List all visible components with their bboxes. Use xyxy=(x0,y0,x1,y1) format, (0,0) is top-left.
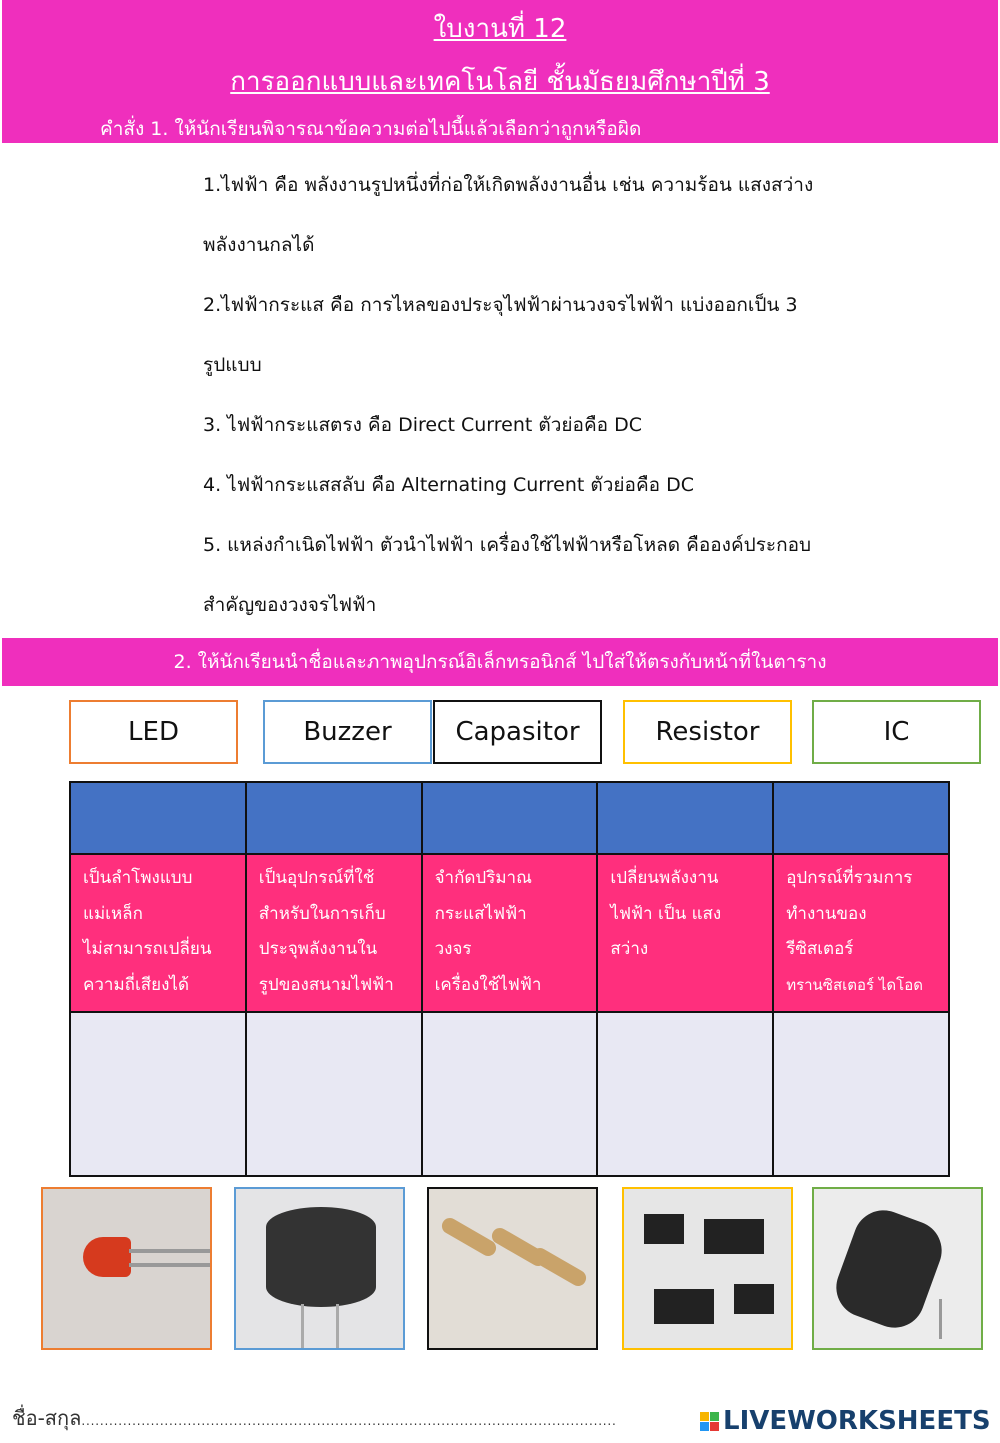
statement-line: สำคัญของวงจรไฟฟ้า xyxy=(203,594,377,616)
statement-line: 1.ไฟฟ้า คือ พลังงานรูปหนึ่งที่ก่อให้เกิดพลังงานอื่น เช่น ความร้อน แสงสว่าง xyxy=(203,174,814,196)
instruction-2: 2. ให้นักเรียนนำชื่อและภาพอุปกรณ์อิเล็กทรอนิกส์ ไปใส่ให้ตรงกับหน้าที่ในตาราง xyxy=(2,638,998,686)
description-line: ทำงานของ xyxy=(786,903,867,924)
name-drop-cell[interactable] xyxy=(70,782,246,854)
label-capacitor[interactable]: Capasitor xyxy=(433,700,602,764)
description-line: เป็นอุปกรณ์ที่ใช้ xyxy=(258,868,375,888)
statement-line: รูปแบบ xyxy=(203,354,262,376)
name-drop-cell[interactable] xyxy=(597,782,773,854)
buzzer-image[interactable] xyxy=(234,1187,405,1350)
description-line: อุปกรณ์ที่รวมการ xyxy=(786,868,913,888)
statement-line: 5. แหล่งกำเนิดไฟฟ้า ตัวนำไฟฟ้า เครื่องใช้ไฟฟ้าหรือโหลด คือองค์ประกอบ xyxy=(203,534,812,556)
description-line: กระแสไฟฟ้า xyxy=(434,903,527,924)
name-dots: .................................................................................................................... xyxy=(81,1414,617,1428)
description-line: ทรานซิสเตอร์ ไดโอด xyxy=(786,975,923,994)
led-image[interactable] xyxy=(41,1187,212,1350)
label-ic[interactable]: IC xyxy=(812,700,981,764)
statement-line: 3. ไฟฟ้ากระแสตรง คือ Direct Current ตัวย่อคือ DC xyxy=(203,414,643,436)
description-line: รูปของสนามไฟฟ้า xyxy=(258,974,394,995)
description-line: จำกัดปริมาณ xyxy=(434,868,532,888)
name-drop-cell[interactable] xyxy=(422,782,598,854)
image-drop-cell[interactable] xyxy=(773,1012,949,1176)
description-line: ประจุพลังงานใน xyxy=(258,939,378,959)
description-line: เครื่องใช้ไฟฟ้า xyxy=(434,974,542,995)
image-drop-cell[interactable] xyxy=(246,1012,422,1176)
description-line: ไฟฟ้า เป็น แสง xyxy=(610,903,722,924)
brand-text: LIVEWORKSHEETS xyxy=(723,1406,991,1436)
page-subtitle: การออกแบบและเทคโนโลยี ชั้นมัธยมศึกษาปีที่ 3 xyxy=(230,67,770,97)
description-cell xyxy=(246,854,422,1012)
description-line: เปลี่ยนพลังงาน xyxy=(610,868,719,888)
description-line: รีซิสเตอร์ xyxy=(786,939,854,959)
page-title: ใบงานที่ 12 xyxy=(433,14,567,44)
label-buzzer[interactable]: Buzzer xyxy=(263,700,432,764)
statement-line: 2.ไฟฟ้ากระแส คือ การไหลของประจุไฟฟ้าผ่านวงจรไฟฟ้า แบ่งออกเป็น 3 xyxy=(203,294,798,316)
description-line: เป็นลำโพงแบบ xyxy=(83,868,193,888)
description-line: ความถี่เสียงได้ xyxy=(83,974,190,995)
matching-table xyxy=(69,781,950,1177)
statement-line: พลังงานกลได้ xyxy=(203,234,315,256)
instruction-1: คำสั่ง 1. ให้นักเรียนพิจารณาข้อความต่อไปนี้แล้วเลือกว่าถูกหรือผิด xyxy=(100,118,642,140)
description-cell xyxy=(422,854,598,1012)
name-drop-cell[interactable] xyxy=(773,782,949,854)
description-line: วงจร xyxy=(434,939,472,959)
description-cell xyxy=(773,854,949,1012)
image-drop-cell[interactable] xyxy=(597,1012,773,1176)
image-drop-cell[interactable] xyxy=(422,1012,598,1176)
description-cell xyxy=(70,854,246,1012)
image-drop-cell[interactable] xyxy=(70,1012,246,1176)
name-field[interactable] xyxy=(12,1402,617,1434)
name-drop-cell[interactable] xyxy=(246,782,422,854)
statement-line: 4. ไฟฟ้ากระแสสลับ คือ Alternating Current ตัวย่อคือ DC xyxy=(203,474,695,496)
description-line: สำหรับในการเก็บ xyxy=(258,903,386,924)
liveworksheets-logo xyxy=(700,1404,992,1438)
resistor-image[interactable] xyxy=(427,1187,598,1350)
capacitor-image[interactable] xyxy=(812,1187,983,1350)
label-led[interactable]: LED xyxy=(69,700,238,764)
ic-image[interactable] xyxy=(622,1187,793,1350)
name-label: ชื่อ-สกุล xyxy=(12,1406,82,1430)
description-cell xyxy=(597,854,773,1012)
description-line: สว่าง xyxy=(610,939,649,959)
description-line: แม่เหล็ก xyxy=(83,903,143,924)
description-line: ไม่สามารถเปลี่ยน xyxy=(83,939,212,959)
label-resistor[interactable]: Resistor xyxy=(623,700,792,764)
live-icon xyxy=(700,1412,719,1431)
